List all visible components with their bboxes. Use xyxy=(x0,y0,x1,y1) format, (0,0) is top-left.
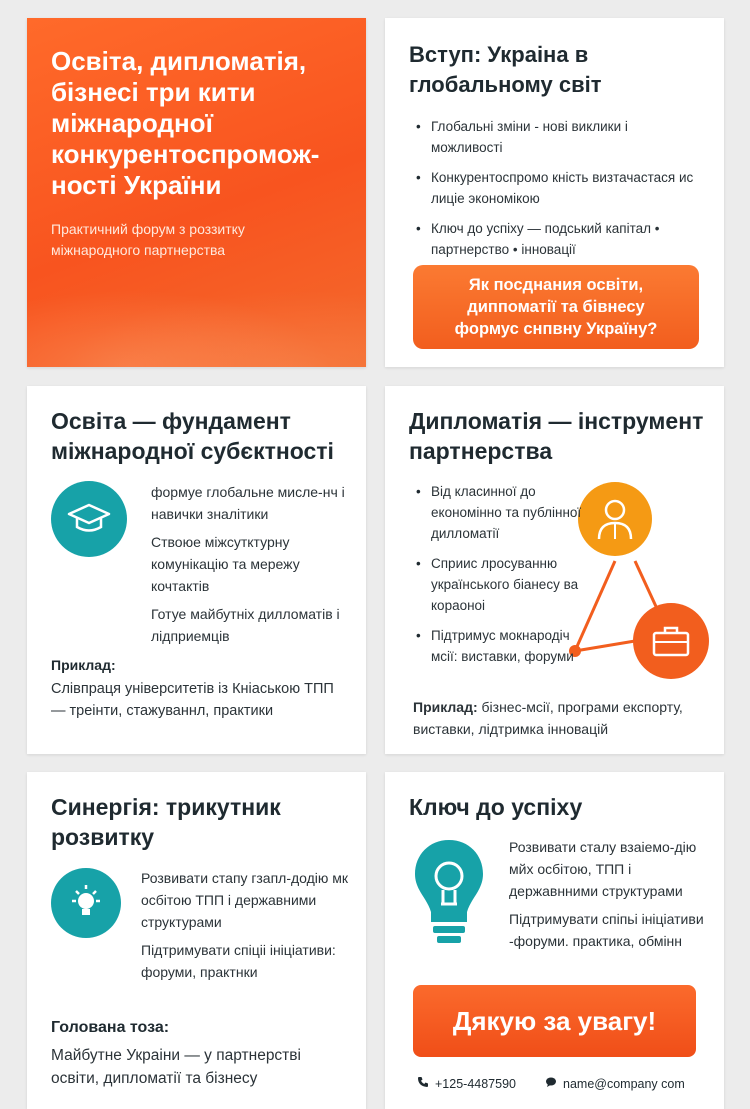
education-item: Готуе майбутніх дилломатів і лідприемців xyxy=(151,606,340,644)
diplomacy-title: Дипломатія — інструмент партнерства xyxy=(409,408,704,464)
hero-subtitle: Практичний форум з роззитку міжнародного партнерства xyxy=(51,221,245,258)
lightbulb-icon xyxy=(413,838,485,952)
briefcase-icon xyxy=(633,603,709,679)
example-label: Приклад: xyxy=(51,657,116,673)
hero-title: Освіта, дипломатія, бізнесі три кити міжнародної конкурентоспромож-ності України xyxy=(51,46,320,200)
example-text: Слівпраця університетів із Кніаською ТПП — треінти, стажуваннл, практики xyxy=(51,681,334,719)
synergy-items xyxy=(141,867,351,989)
key-title: Ключ до успіху xyxy=(409,794,583,820)
thesis-label: Голована тоза: xyxy=(51,1019,170,1036)
intro-bullet: • Глобальні зміни - нові виклики і можливості xyxy=(413,116,703,158)
example-text: бізнес-мсії, програми експорту, виставки, лідтримка інновацій xyxy=(413,699,683,737)
synergy-item: Підтримувати спіціі ініціативи: форуми, практнки xyxy=(141,942,336,980)
diplomacy-example xyxy=(413,696,713,740)
lightbulb-icon xyxy=(51,868,121,938)
diplomacy-bullet: • Сприис лросуванню українського біанесу ва кораоноі xyxy=(413,553,583,616)
intro-bullets xyxy=(413,116,703,269)
intro-title: Вступ: Украіна в глобальному світ xyxy=(409,42,602,97)
phone-number: +125-4487590 xyxy=(435,1076,516,1091)
world-map-decoration xyxy=(27,277,366,367)
thank-you-banner: Дякую за увагу! xyxy=(413,985,696,1057)
graduation-cap-icon xyxy=(51,481,127,557)
chat-icon xyxy=(545,1076,557,1091)
intro-card xyxy=(385,18,724,367)
intro-bullet: • Ключ до успіху — подський капітал • партнерство • інновації xyxy=(413,218,703,260)
key-items xyxy=(509,836,714,958)
key-item: Підтримувати спіпьі ініціативи -форуми. практика, обмінн xyxy=(509,911,704,949)
synergy-item: Розвивати стапу гзапл-додію мк осбітою ТПП і державними структурами xyxy=(141,870,349,930)
email-contact[interactable] xyxy=(545,1076,685,1091)
phone-contact[interactable] xyxy=(417,1076,516,1091)
key-card xyxy=(385,772,724,1109)
education-item: формуе глобальне мисле-нч і навички зналітики xyxy=(151,484,345,522)
diplomacy-card xyxy=(385,386,724,754)
intro-bullet: • Конкурентоспромо кність визтачастася ис лиціе экономікою xyxy=(413,167,703,209)
synergy-card xyxy=(27,772,366,1109)
education-item: Ствоюе міжсутктурну комунікацію та мережу кочтактів xyxy=(151,534,300,594)
diplomacy-bullets xyxy=(413,481,583,676)
person-icon xyxy=(578,482,652,556)
email-address: name@company com xyxy=(563,1076,685,1091)
diplomacy-bullet: • Від класинної до економінно та публінної дилломатії xyxy=(413,481,583,544)
education-items xyxy=(151,481,351,653)
intro-cta-button[interactable]: Як посднания освіти, диппоматії та бівнесу формус снпвну Україну? xyxy=(413,265,699,349)
example-label: Приклад: xyxy=(413,699,478,715)
hero-card xyxy=(27,18,366,367)
key-item: Розвивати сталу взаіемо-дію мйх осбітою, ТПП і державнними структурами xyxy=(509,839,697,899)
education-card xyxy=(27,386,366,754)
thesis-text: Майбутне Украіни — у партнерстві освіти, дипломатії та бізнесу xyxy=(51,1047,301,1087)
synergy-title: Синергія: трикутник розвитку xyxy=(51,794,281,850)
phone-icon xyxy=(417,1076,429,1091)
diplomacy-bullet: • Підтримус мокнародіч мсії: виставки, форуми xyxy=(413,625,583,667)
education-title: Освіта — фундамент міжнародної субєктності xyxy=(51,408,334,464)
